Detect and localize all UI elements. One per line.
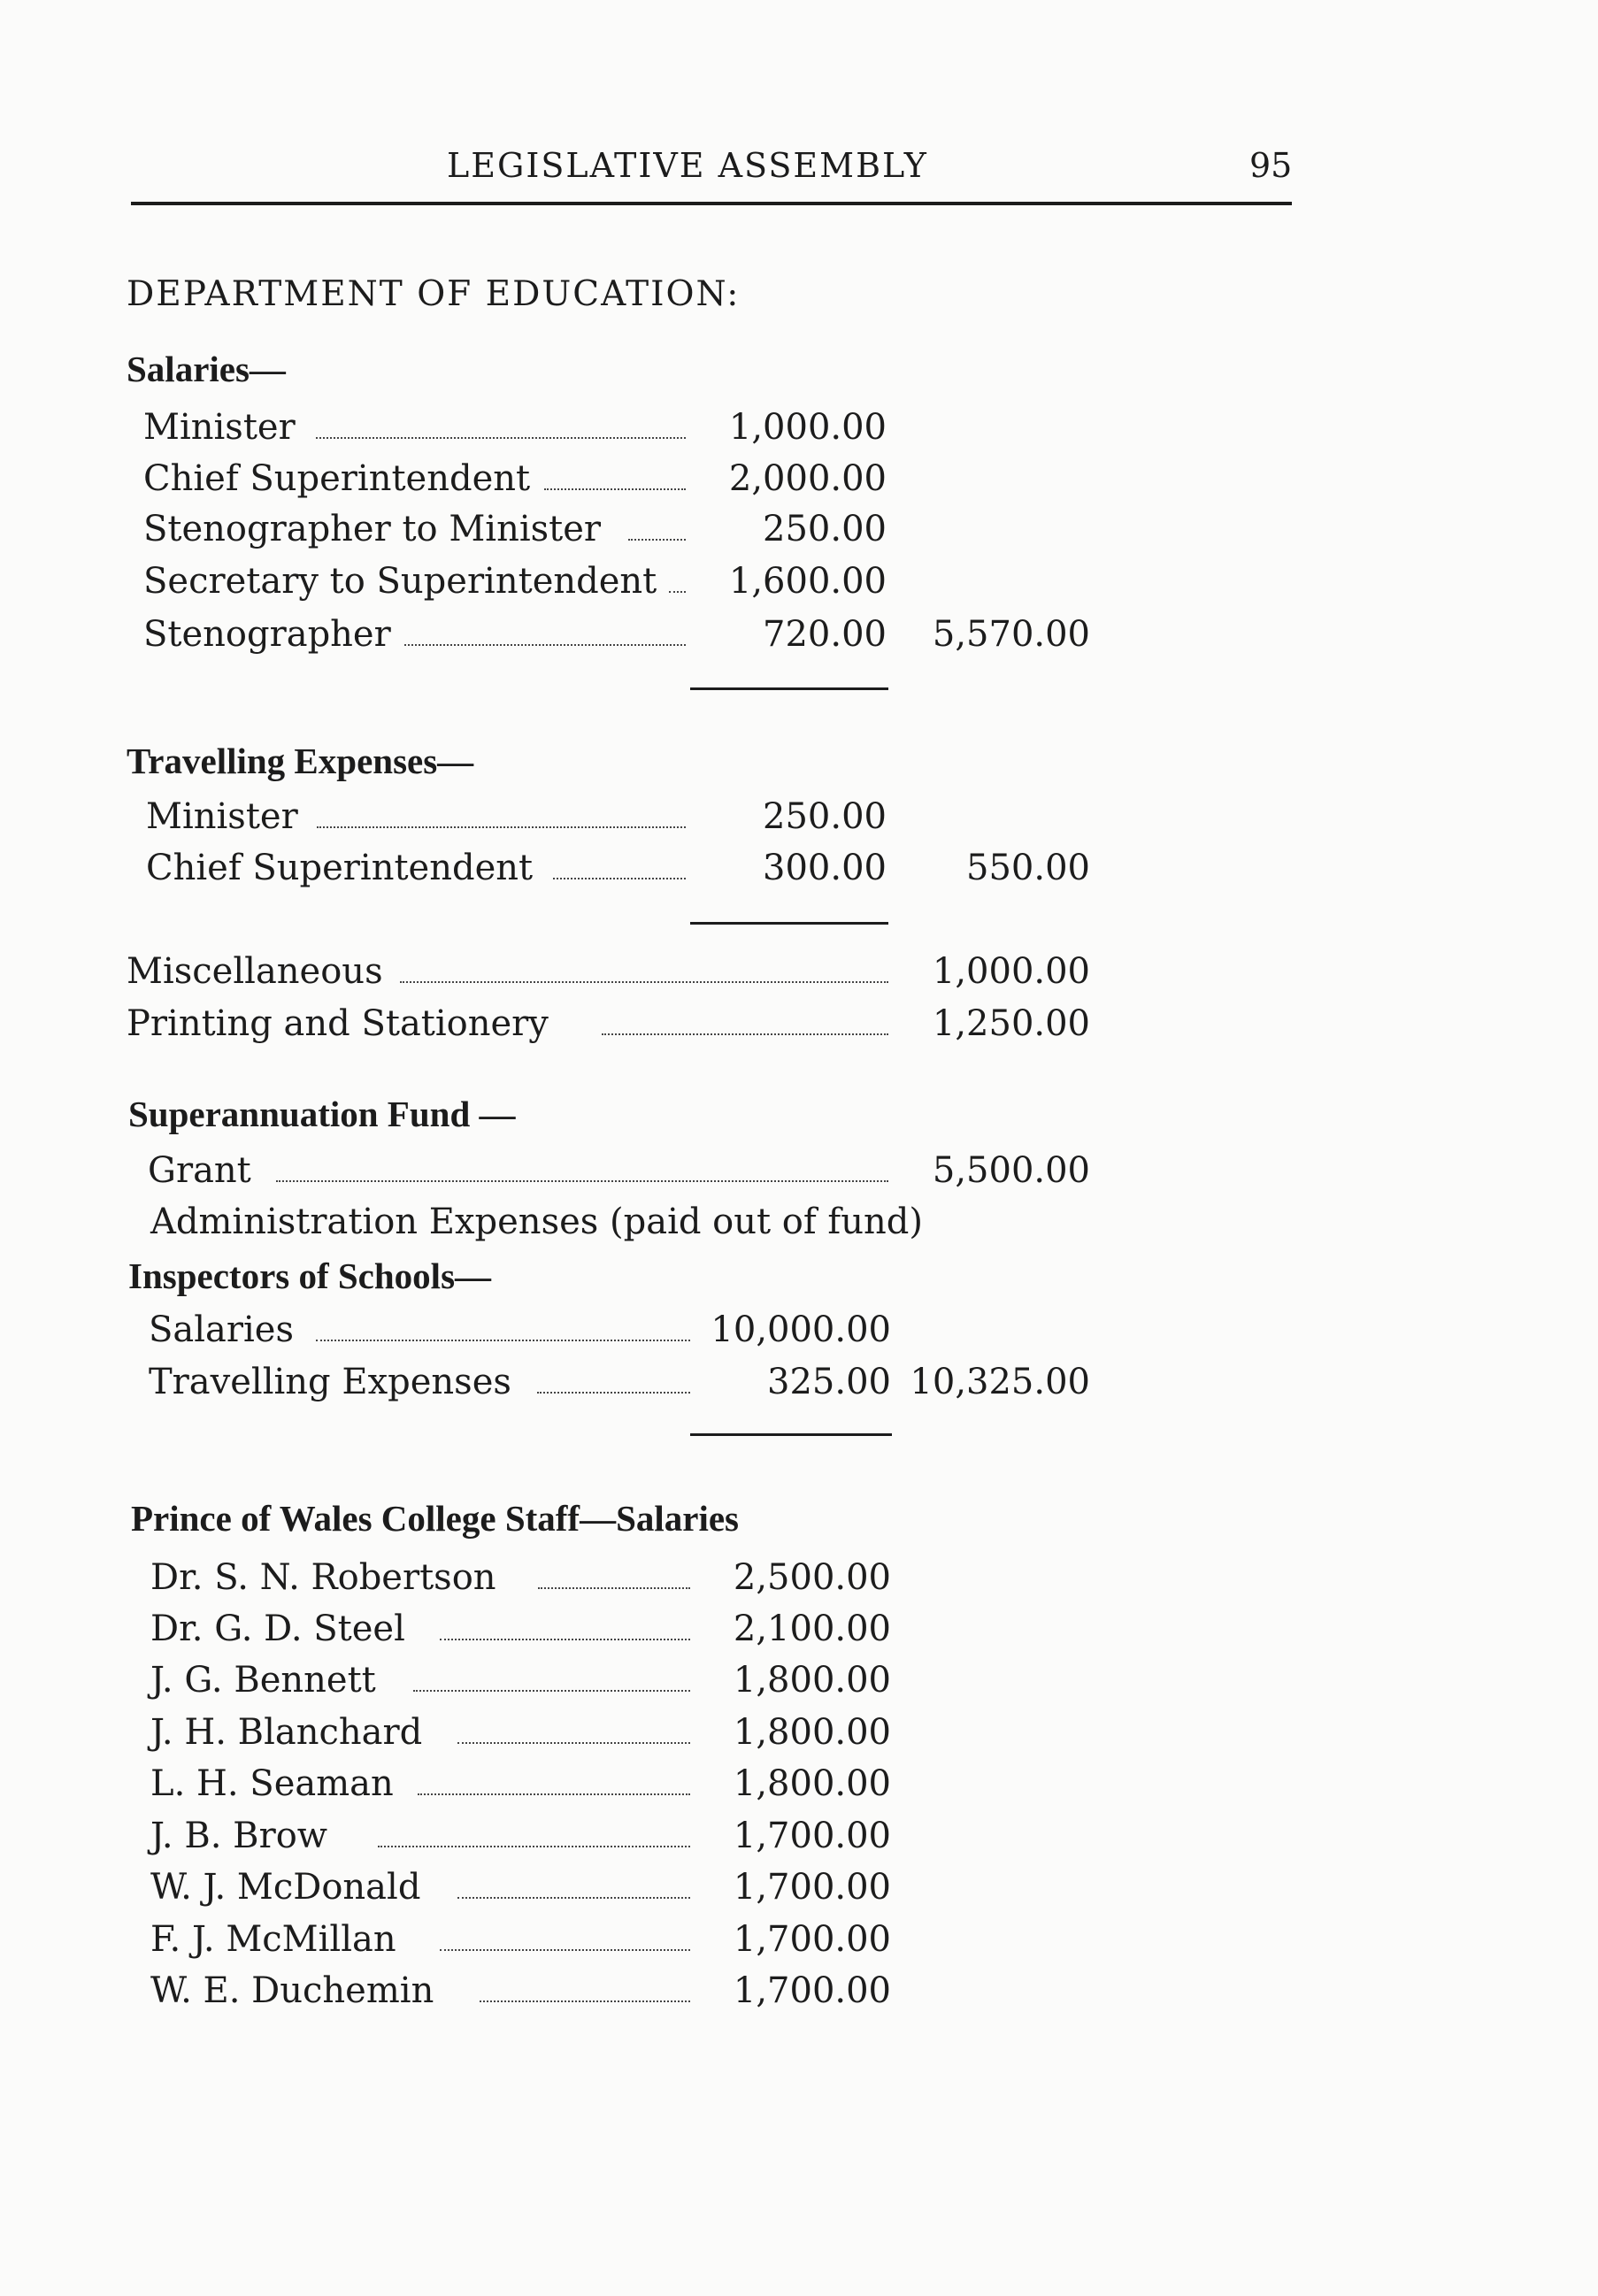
grant-label: Grant bbox=[148, 1150, 251, 1191]
inspectors-item-label: Salaries bbox=[149, 1309, 295, 1350]
salary-item-label: Stenographer bbox=[143, 614, 391, 655]
staff-name: J. H. Blanchard bbox=[150, 1712, 423, 1753]
travelling-item-amount: 250.00 bbox=[763, 796, 887, 837]
staff-name: Dr. S. N. Robertson bbox=[150, 1557, 496, 1598]
travelling-item-amount: 300.00 bbox=[763, 848, 887, 888]
dot-leader bbox=[628, 537, 686, 541]
subtotal-rule bbox=[690, 687, 888, 690]
salary-item-label: Minister bbox=[143, 407, 296, 448]
staff-name: W. J. McDonald bbox=[150, 1867, 421, 1908]
misc-item-total: 1,250.00 bbox=[932, 1003, 1090, 1044]
staff-salary: 2,100.00 bbox=[733, 1609, 891, 1649]
dot-leader bbox=[276, 1179, 888, 1182]
staff-name: Dr. G. D. Steel bbox=[150, 1609, 405, 1649]
section-heading-superannuation-fund: Superannuation Fund — bbox=[128, 1094, 516, 1134]
misc-item-total: 1,000.00 bbox=[932, 951, 1090, 992]
section-heading-salaries: Salaries— bbox=[127, 349, 286, 389]
running-header-title: LEGISLATIVE ASSEMBLY bbox=[447, 146, 928, 185]
salary-item-label: Stenographer to Minister bbox=[143, 509, 602, 549]
dot-leader bbox=[537, 1390, 690, 1394]
inspectors-item-amount: 325.00 bbox=[767, 1362, 891, 1402]
salary-item-amount: 1,000.00 bbox=[728, 407, 887, 448]
salaries-total: 5,570.00 bbox=[932, 614, 1090, 655]
staff-salary: 1,700.00 bbox=[733, 1919, 891, 1960]
salary-item-amount: 720.00 bbox=[763, 614, 887, 655]
staff-name: W. E. Duchemin bbox=[150, 1970, 434, 2011]
dot-leader bbox=[553, 876, 686, 879]
dot-leader bbox=[538, 1586, 690, 1589]
staff-name: J. B. Brow bbox=[150, 1816, 328, 1856]
dot-leader bbox=[669, 589, 686, 593]
dot-leader bbox=[480, 1999, 690, 2002]
section-heading-inspectors-of-schools: Inspectors of Schools— bbox=[128, 1256, 492, 1296]
staff-name: L. H. Seaman bbox=[150, 1763, 394, 1804]
dot-leader bbox=[316, 435, 686, 439]
staff-name: F. J. McMillan bbox=[150, 1919, 396, 1960]
dot-leader bbox=[418, 1792, 690, 1795]
inspectors-item-amount: 10,000.00 bbox=[711, 1309, 891, 1350]
dot-leader bbox=[544, 487, 686, 490]
page-number: 95 bbox=[1249, 146, 1293, 185]
inspectors-item-label: Travelling Expenses bbox=[149, 1362, 511, 1402]
staff-salary: 2,500.00 bbox=[733, 1557, 891, 1598]
salary-item-amount: 2,000.00 bbox=[728, 458, 887, 499]
section-heading-college-staff-salaries: Prince of Wales College Staff—Salaries bbox=[131, 1498, 740, 1539]
header-rule bbox=[131, 202, 1292, 205]
subtotal-rule bbox=[690, 1433, 892, 1436]
dot-leader bbox=[404, 642, 686, 646]
staff-salary: 1,700.00 bbox=[733, 1970, 891, 2011]
staff-salary: 1,700.00 bbox=[733, 1867, 891, 1908]
dot-leader bbox=[413, 1688, 690, 1692]
travelling-item-label: Chief Superintendent bbox=[146, 848, 534, 888]
misc-item-label: Printing and Stationery bbox=[127, 1003, 549, 1044]
salary-item-label: Chief Superintendent bbox=[143, 458, 531, 499]
dot-leader bbox=[317, 825, 686, 828]
dot-leader bbox=[440, 1947, 690, 1951]
inspectors-total: 10,325.00 bbox=[910, 1362, 1090, 1402]
dot-leader bbox=[316, 1338, 690, 1341]
dot-leader bbox=[602, 1032, 888, 1035]
staff-name: J. G. Bennett bbox=[150, 1660, 376, 1701]
staff-salary: 1,800.00 bbox=[733, 1712, 891, 1753]
dot-leader bbox=[457, 1895, 690, 1899]
dot-leader bbox=[378, 1844, 690, 1847]
staff-salary: 1,700.00 bbox=[733, 1816, 891, 1856]
dot-leader bbox=[457, 1740, 690, 1744]
travelling-total: 550.00 bbox=[966, 848, 1090, 888]
subtotal-rule bbox=[690, 922, 888, 925]
staff-salary: 1,800.00 bbox=[733, 1660, 891, 1701]
salary-item-label: Secretary to Superintendent bbox=[143, 561, 657, 602]
administration-expenses-note: Administration Expenses (paid out of fund) bbox=[150, 1202, 923, 1242]
travelling-item-label: Minister bbox=[146, 796, 298, 837]
salary-item-amount: 250.00 bbox=[763, 509, 887, 549]
dot-leader bbox=[400, 979, 888, 983]
grant-total: 5,500.00 bbox=[932, 1150, 1090, 1191]
misc-item-label: Miscellaneous bbox=[127, 951, 383, 992]
staff-salary: 1,800.00 bbox=[733, 1763, 891, 1804]
section-heading-travelling-expenses: Travelling Expenses— bbox=[127, 741, 474, 781]
dot-leader bbox=[440, 1637, 690, 1640]
department-title: DEPARTMENT OF EDUCATION: bbox=[127, 274, 741, 314]
salary-item-amount: 1,600.00 bbox=[728, 561, 887, 602]
